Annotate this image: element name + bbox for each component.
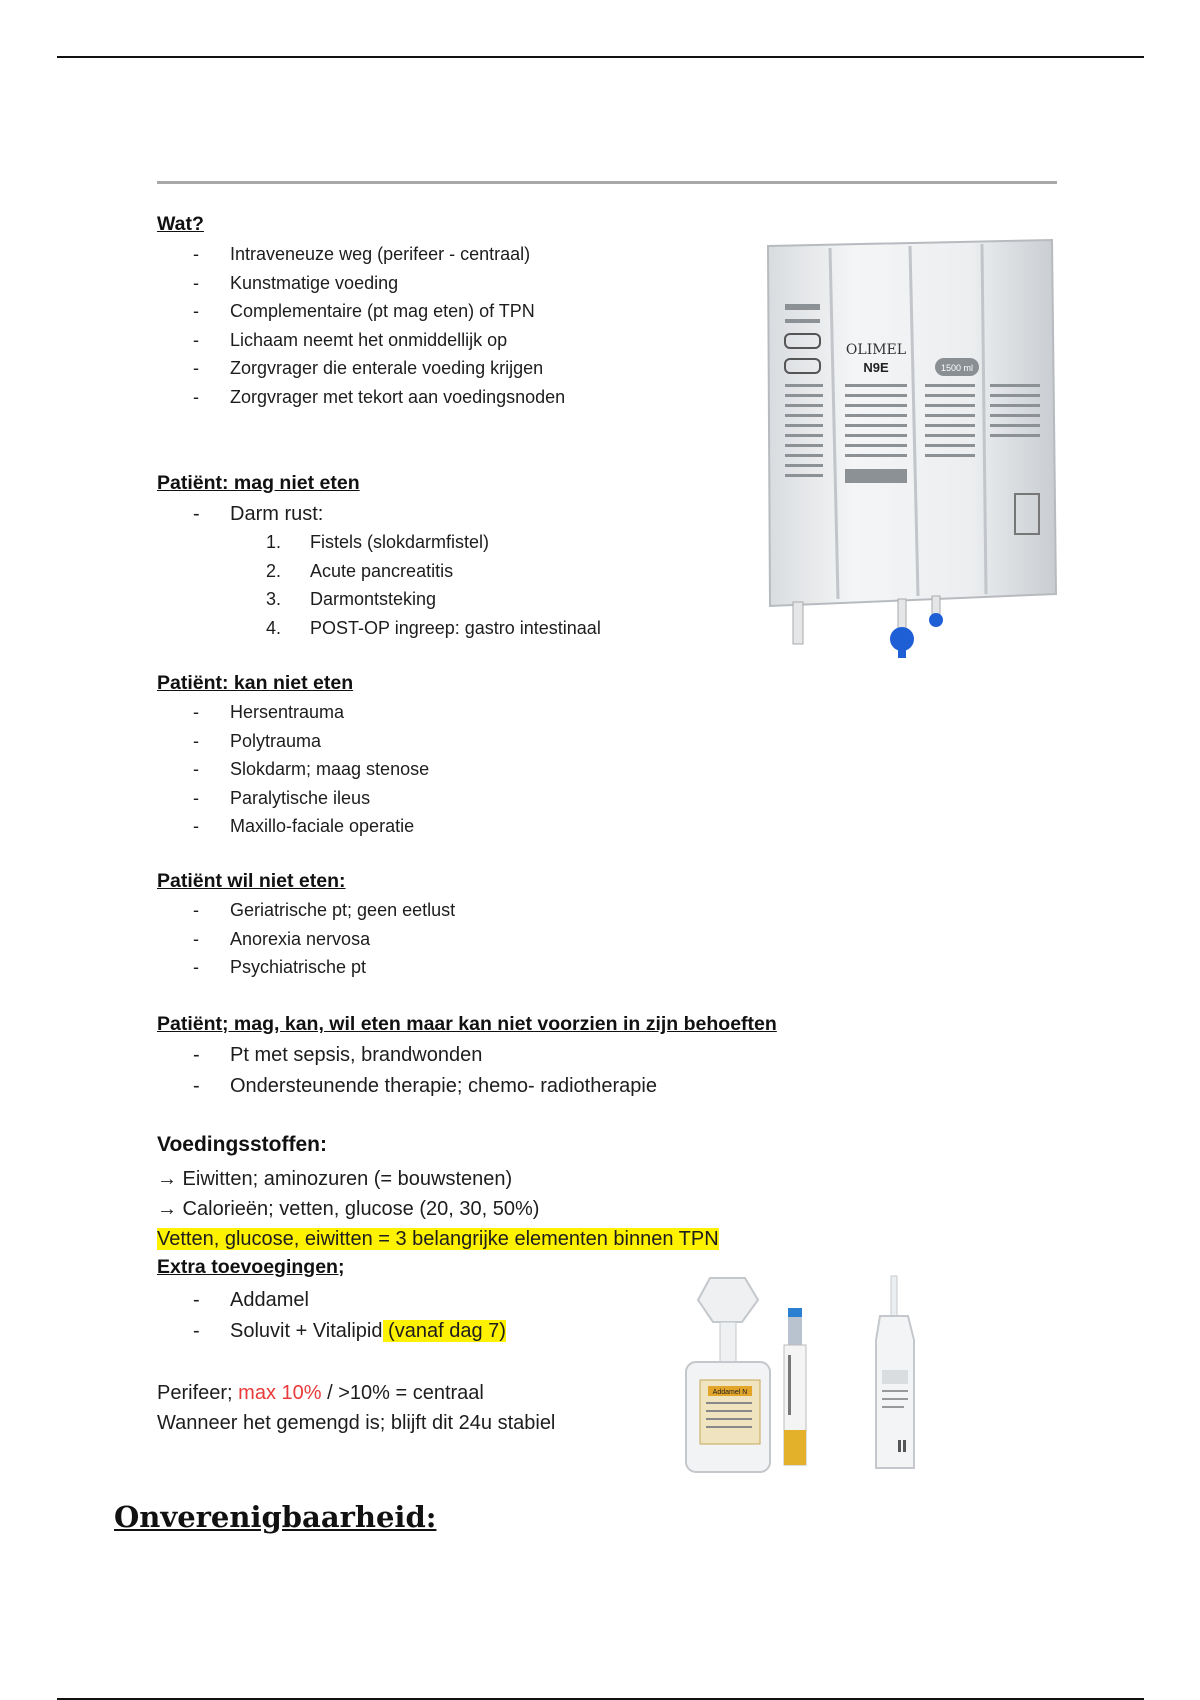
- extra-list: [157, 1285, 506, 1346]
- list-item: - Ondersteunende therapie; chemo- radiotherapie: [157, 1071, 657, 1102]
- list-item: 1. Fistels (slokdarmfistel): [266, 532, 490, 552]
- list-item: - Polytrauma: [157, 727, 429, 756]
- list-item: - Complementaire (pt mag eten) of TPN: [157, 297, 565, 326]
- voedingsstoffen-line-1: → Eiwitten; aminozuren (= bouwstenen): [157, 1168, 513, 1190]
- vials-image: [680, 1270, 1050, 1480]
- list-item: - Slokdarm; maag stenose: [157, 755, 429, 784]
- heading-kan-niet-eten: Patiënt: kan niet eten: [157, 672, 354, 694]
- list-item: - Lichaam neemt het onmiddellijk op: [157, 326, 565, 355]
- list-item: - Maxillo-faciale operatie: [157, 812, 429, 841]
- list-item: - Addamel: [157, 1285, 506, 1316]
- list-item: - Psychiatrische pt: [157, 953, 455, 982]
- stabiliteit-line: Wanneer het gemengd is; blijft dit 24u stabiel: [157, 1412, 556, 1434]
- heading-wat: Wat?: [157, 213, 204, 235]
- voedingsstoffen-line-2: → Calorieën; vetten, glucose (20, 30, 50%): [157, 1198, 540, 1220]
- mag-niet-list: [157, 499, 323, 530]
- bag-product-label: N9E: [863, 360, 889, 375]
- heading-wil-niet-eten: Patiënt wil niet eten:: [157, 870, 346, 892]
- behoeften-list: [157, 1040, 657, 1101]
- list-item: - Soluvit + Vitalipid (vanaf dag 7): [157, 1316, 506, 1347]
- kan-niet-list: [157, 698, 429, 841]
- bag-brand-label: OLIMEL: [845, 342, 907, 358]
- list-item: - Geriatrische pt; geen eetlust: [157, 896, 455, 925]
- list-item: - Kunstmatige voeding: [157, 269, 565, 298]
- wil-niet-list: [157, 896, 455, 982]
- heading-voedingsstoffen: Voedingsstoffen:: [157, 1133, 327, 1156]
- heading-behoeften: Patiënt; mag, kan, wil eten maar kan niet voorzien in zijn behoeften: [157, 1013, 777, 1035]
- heading-mag-niet-eten: Patiënt: mag niet eten: [157, 472, 360, 494]
- tpn-bag-image: [760, 234, 1060, 664]
- list-item: - Intraveneuze weg (perifeer - centraal): [157, 240, 565, 269]
- bag-volume-label: 1500 ml: [940, 363, 974, 373]
- list-item: 3. Darmontsteking: [266, 589, 437, 609]
- vial-label: Addamel N: [712, 1389, 748, 1396]
- list-item: - Pt met sepsis, brandwonden: [157, 1040, 657, 1071]
- list-item: - Paralytische ileus: [157, 784, 429, 813]
- list-item: - Zorgvrager die enterale voeding krijgen: [157, 354, 565, 383]
- page-top-rule: [57, 56, 1144, 58]
- mag-niet-sublist: [266, 528, 601, 642]
- list-item: 4. POST-OP ingreep: gastro intestinaal: [266, 617, 601, 638]
- heading-extra-toevoegingen: Extra toevoegingen;: [157, 1256, 345, 1278]
- perifeer-line: Perifeer; max 10% / >10% = centraal: [157, 1382, 484, 1404]
- list-item: 2. Acute pancreatitis: [266, 560, 454, 581]
- voedingsstoffen-highlight: Vetten, glucose, eiwitten = 3 belangrijke elementen binnen TPN: [157, 1228, 719, 1250]
- list-item: - Darm rust:: [157, 499, 323, 530]
- list-item: - Zorgvrager met tekort aan voedingsnoden: [157, 383, 565, 412]
- list-item: - Anorexia nervosa: [157, 925, 455, 954]
- list-item: - Hersentrauma: [157, 698, 429, 727]
- section-rule: [157, 181, 1057, 184]
- heading-onverenigbaarheid: Onverenigbaarheid:: [114, 1500, 437, 1534]
- wat-list: [157, 240, 565, 411]
